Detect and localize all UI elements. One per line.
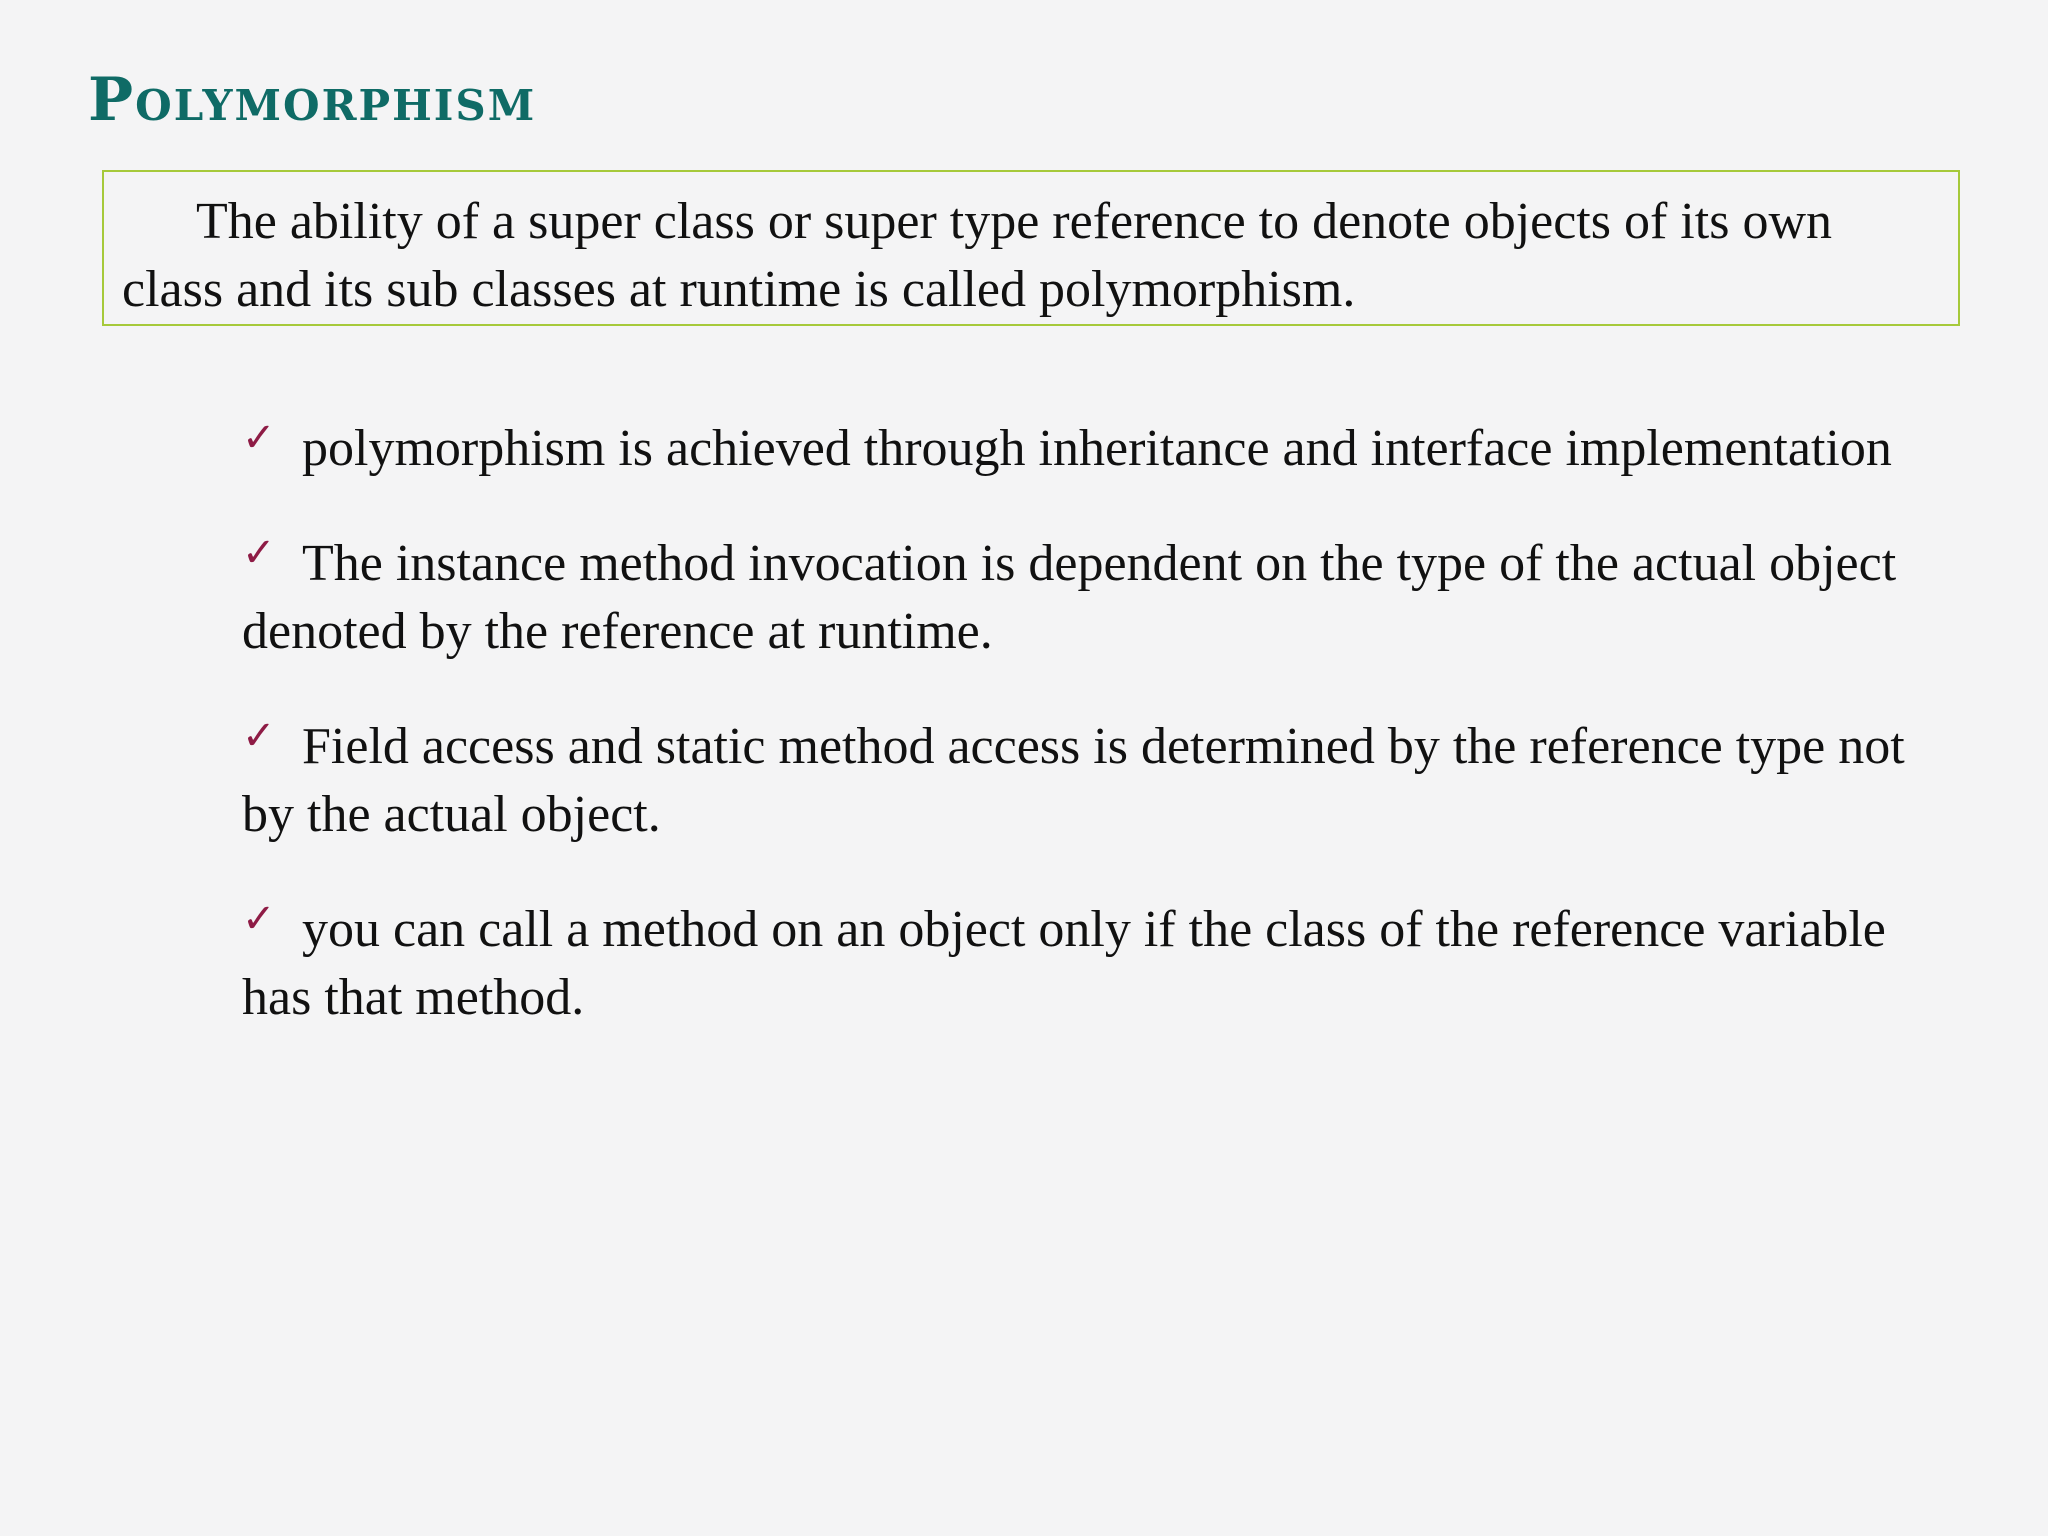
bullet-item: [242, 702, 1942, 849]
bullet-text: you can call a method on an object only if the class of the reference variable has that method.: [242, 901, 1886, 1026]
bullet-text: The instance method invocation is dependent on the type of the actual object denoted by the reference at runtime.: [242, 535, 1897, 660]
bullet-text: polymorphism is achieved through inheritance and interface implementation: [302, 420, 1892, 477]
check-icon: ✓: [242, 415, 276, 461]
check-icon: ✓: [242, 713, 276, 759]
bullet-item: [242, 404, 1942, 483]
definition-text: The ability of a super class or super type reference to denote objects of its own class and its sub classes at runtime is called polymorphism.: [122, 193, 1832, 318]
definition-box: [102, 170, 1960, 326]
slide-title: Polymorphism: [88, 65, 537, 135]
bullet-item: [242, 519, 1942, 666]
check-icon: ✓: [242, 530, 276, 576]
bullet-item: [242, 885, 1942, 1032]
bullet-list: [242, 404, 1942, 1068]
check-icon: ✓: [242, 896, 276, 942]
bullet-text: Field access and static method access is determined by the reference type not by the actual object.: [242, 718, 1905, 843]
